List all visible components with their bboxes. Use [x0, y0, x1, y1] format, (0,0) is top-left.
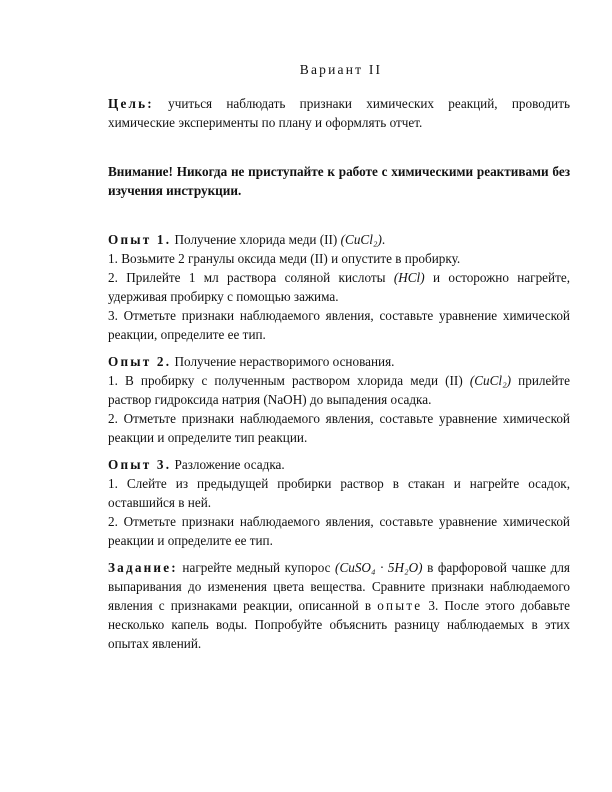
experiment-1-heading	[108, 230, 570, 249]
step-text: 2. Прилейте 1 мл раствора соляной кислоты	[108, 270, 394, 285]
experiment-1-step-2	[108, 268, 570, 306]
step-text-suffix: прилейте раствор гидроксида натрия (NaOH) до выпадения осадка.	[108, 373, 570, 407]
variant-title: Вариант II	[299, 62, 383, 77]
experiment-1-label: Опыт 1.	[108, 232, 172, 247]
goal-text: учиться наблюдать признаки химических реакций, проводить химические эксперименты по плану и оформлять отчет.	[108, 96, 570, 130]
task-experiment-ref: опыте	[377, 598, 423, 613]
step-text: 2. Отметьте признаки наблюдаемого явления, составьте уравнение химической реакции и определите ее тип.	[108, 514, 570, 548]
experiment-3	[108, 455, 570, 550]
step-text: 1. Слейте из предыдущей пробирки раствор в стакан и нагрейте осадок, оставшийся в ней.	[108, 476, 570, 510]
experiment-3-label: Опыт 3.	[108, 457, 172, 472]
experiment-3-step-1	[108, 474, 570, 512]
step-text: 3. Отметьте признаки наблюдаемого явления, составьте уравнение химической реакции, определите ее тип.	[108, 308, 570, 342]
experiment-3-title: Разложение осадка.	[171, 457, 285, 472]
step-text-suffix: и осторожно нагрейте, удерживая пробирку с помощью зажима.	[108, 270, 570, 304]
goal-label: Цель:	[108, 96, 154, 111]
experiment-1	[108, 230, 570, 344]
step-text: 1. В пробирку с полученным раствором хлорида меди (II)	[108, 373, 470, 388]
experiment-2	[108, 352, 570, 447]
experiment-1-title: Получение хлорида меди (II)	[171, 232, 341, 247]
document-page	[108, 62, 570, 653]
warning-paragraph: Внимание! Никогда не приступайте к работе с химическими реактивами без изучения инструкции.	[108, 164, 570, 198]
experiment-2-heading	[108, 352, 570, 371]
task-formula: (CuSO₄ · 5H₂O)	[335, 560, 423, 575]
experiment-1-formula: (CuCl₂)	[340, 232, 382, 247]
experiment-2-title: Получение нерастворимого основания.	[171, 354, 395, 369]
task-text-1: нагрейте медный купорос	[177, 560, 336, 575]
experiment-3-heading	[108, 455, 570, 474]
goal-paragraph	[108, 94, 570, 132]
experiment-2-label: Опыт 2.	[108, 354, 172, 369]
task-text-3: 3. После этого добавьте несколько капель воды. Попробуйте объяснить разницу наблюдаемых в этих опытах явлений.	[108, 598, 570, 651]
experiment-1-title-end: .	[381, 232, 386, 247]
experiment-2-step-2	[108, 409, 570, 447]
step-text: 2. Отметьте признаки наблюдаемого явления, составьте уравнение химической реакции и определите тип реакции.	[108, 411, 570, 445]
step-formula: (HCl)	[393, 270, 425, 285]
task-label: Задание:	[108, 560, 178, 575]
task-paragraph	[108, 558, 570, 653]
task-text-2: в фарфоровой чашке для выпаривания до изменения цвета вещества. Сравните признаки наблюдаемого явления с признаками реакции, описанной в	[108, 560, 570, 613]
experiment-2-step-1	[108, 371, 570, 409]
experiment-1-step-1	[108, 249, 570, 268]
step-formula: (CuCl₂)	[469, 373, 512, 388]
step-text: 1. Возьмите 2 гранулы оксида меди (II) и опустите в пробирку.	[108, 251, 461, 266]
experiment-3-step-2	[108, 512, 570, 550]
experiment-1-step-3	[108, 306, 570, 344]
